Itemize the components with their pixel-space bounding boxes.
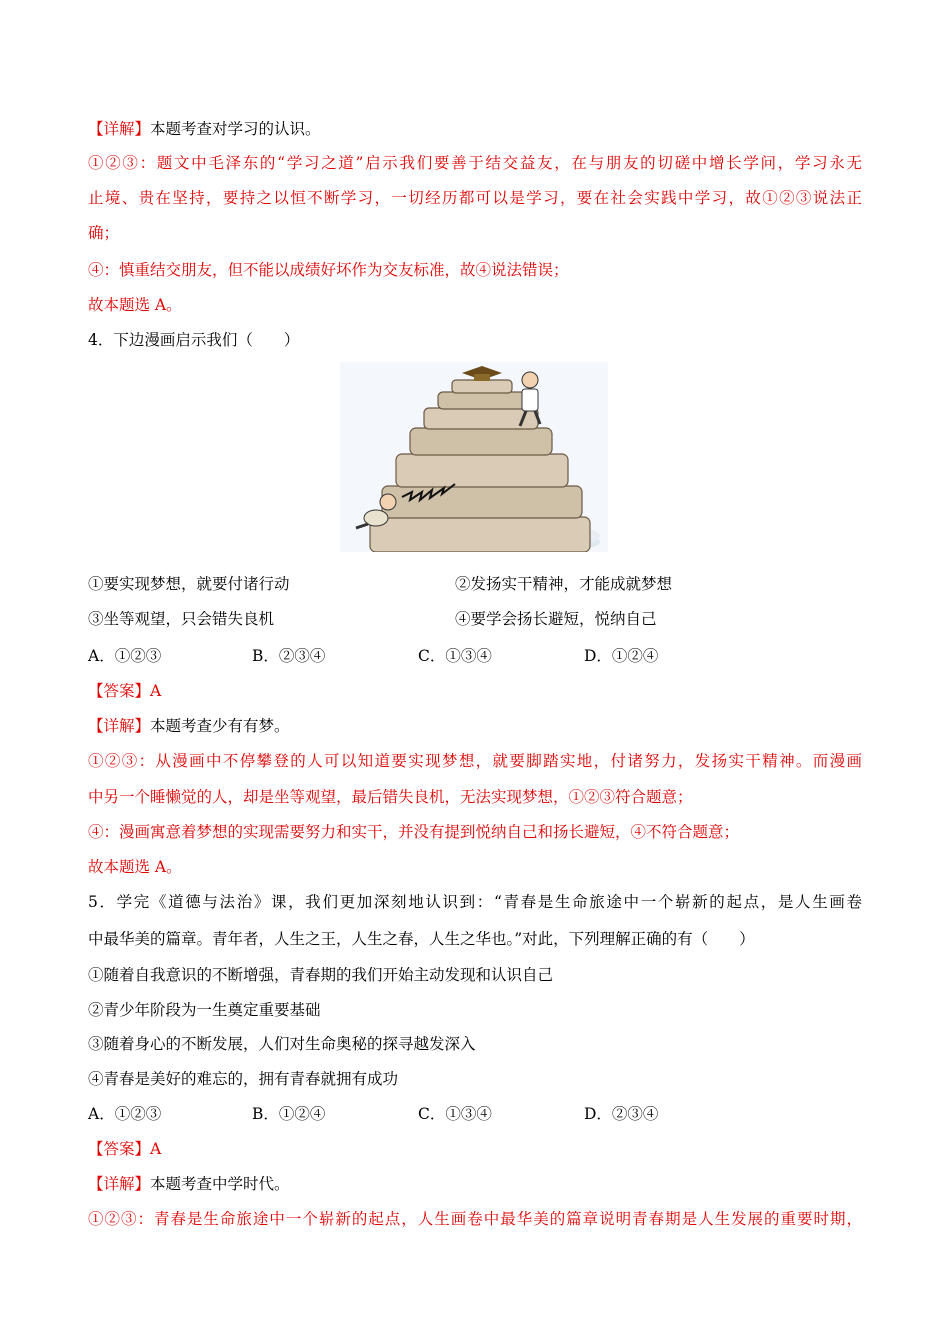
choice-c: C．①③④ <box>418 1105 492 1123</box>
answer-line <box>88 1139 161 1159</box>
choice-a: A．①②③ <box>88 1105 162 1123</box>
explanation-line: ①②③：从漫画中不停攀登的人可以知道要实现梦想，就要脚踏实地，付诸努力，发扬实干精神。而漫画 <box>88 752 862 770</box>
question-stem: 中最华美的篇章。青年者，人生之王，人生之春，人生之华也。”对此，下列理解正确的有（ ） <box>88 930 755 948</box>
answer-value: A <box>150 682 162 700</box>
answer-value: A <box>150 1140 162 1158</box>
explanation-line: ①②③：题文中毛泽东的“学习之道”启示我们要善于结交益友，在与朋友的切磋中增长学问，学习永无 <box>88 154 862 172</box>
explanation-line: 故本题选 A。 <box>88 858 182 876</box>
detail-line <box>88 716 290 736</box>
detail-text: 本题考查对学习的认识。 <box>150 120 321 138</box>
detail-tag: 【详解】 <box>88 717 151 735</box>
answer-line <box>88 681 161 701</box>
explanation-line: 故本题选 A。 <box>88 296 182 314</box>
choice-c: C．①③④ <box>418 647 492 665</box>
choice-b: B．①②④ <box>252 1105 326 1123</box>
choice-d: D．①②④ <box>584 647 659 665</box>
question-stem: 4．下边漫画启示我们（ ） <box>88 331 300 349</box>
choice-b: B．②③④ <box>252 647 326 665</box>
explanation-line: 止境、贵在坚持，要持之以恒不断学习，一切经历都可以是学习，要在社会实践中学习，故①②③说法正 <box>88 189 862 207</box>
detail-tag: 【详解】 <box>88 120 151 138</box>
detail-line <box>88 119 321 139</box>
detail-line <box>88 1174 290 1194</box>
explanation-line: ④：漫画寓意着梦想的实现需要努力和实干，并没有提到悦纳自己和扬长避短，④不符合题意； <box>88 823 740 841</box>
option-statement-4: ④青春是美好的难忘的，拥有青春就拥有成功 <box>88 1070 399 1088</box>
detail-text: 本题考查少有有梦。 <box>150 717 290 735</box>
option-statement-2: ②青少年阶段为一生奠定重要基础 <box>88 1001 321 1019</box>
option-statement-1: ①随着自我意识的不断增强，青春期的我们开始主动发现和认识自己 <box>88 966 554 984</box>
detail-tag: 【详解】 <box>88 1175 151 1193</box>
answer-tag: 【答案】 <box>88 1140 151 1158</box>
comic-illustration <box>340 362 608 552</box>
explanation-line: 确； <box>88 224 120 242</box>
choice-a: A．①②③ <box>88 647 162 665</box>
choice-d: D．②③④ <box>584 1105 659 1123</box>
option-statement-3: ③坐等观望，只会错失良机 <box>88 610 275 628</box>
option-statement-4: ④要学会扬长避短，悦纳自己 <box>455 610 657 628</box>
option-statement-3: ③随着身心的不断发展，人们对生命奥秘的探寻越发深入 <box>88 1035 476 1053</box>
question-stem: 5．学完《道德与法治》课，我们更加深刻地认识到：“青春是生命旅途中一个崭新的起点，是人生画卷 <box>88 893 862 911</box>
explanation-line: ④：慎重结交朋友，但不能以成绩好坏作为交友标准，故④说法错误； <box>88 261 569 279</box>
explanation-line: ①②③：青春是生命旅途中一个崭新的起点，人生画卷中最华美的篇章说明青春期是人生发展的重要时期， <box>88 1210 862 1228</box>
answer-tag: 【答案】 <box>88 682 151 700</box>
explanation-line: 中另一个睡懒觉的人，却是坐等观望，最后错失良机，无法实现梦想，①②③符合题意； <box>88 788 693 806</box>
option-statement-1: ①要实现梦想，就要付诸行动 <box>88 575 290 593</box>
option-statement-2: ②发扬实干精神，才能成就梦想 <box>455 575 673 593</box>
detail-text: 本题考查中学时代。 <box>150 1175 290 1193</box>
